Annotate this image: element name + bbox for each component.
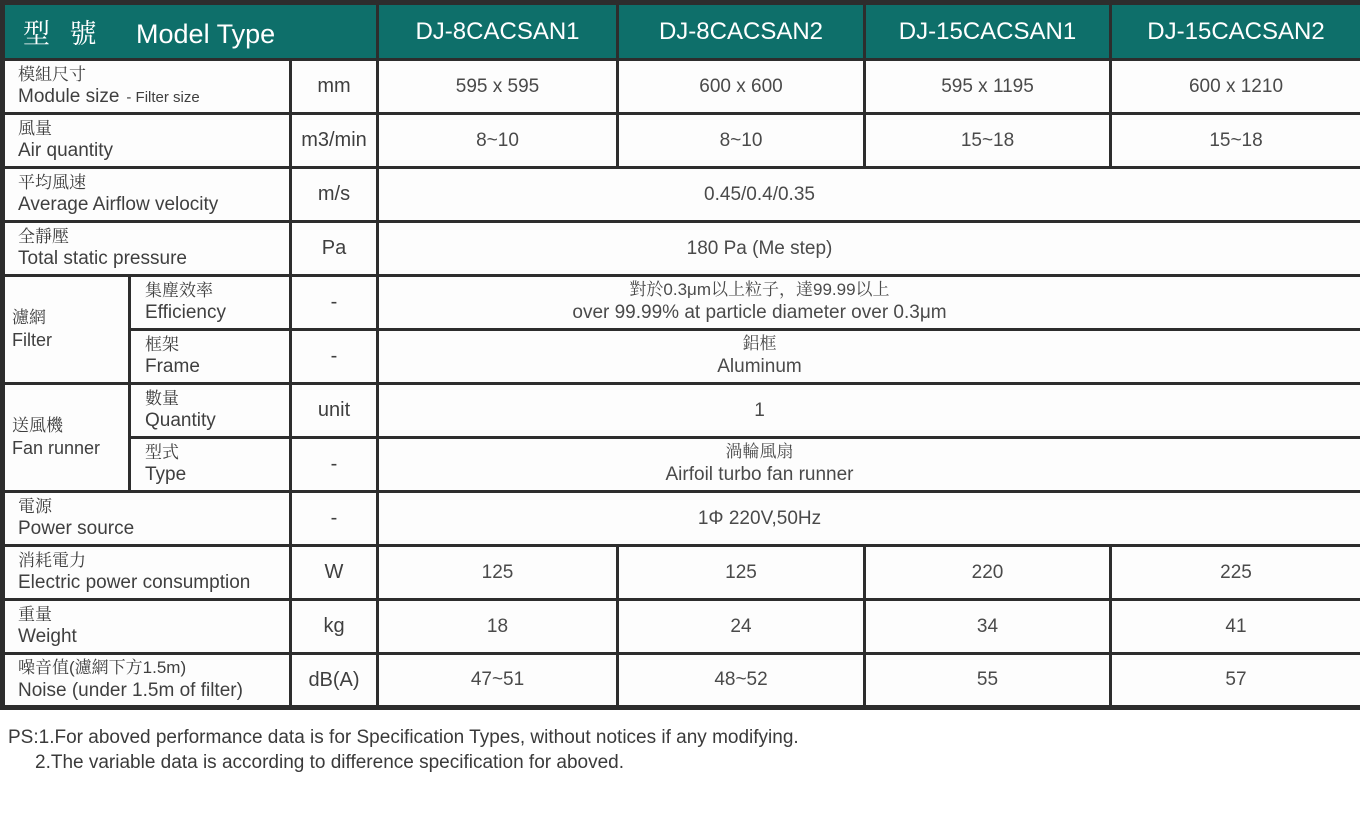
table-row-pressure <box>3 222 1360 276</box>
value-cell: 125 <box>618 546 865 600</box>
value-cell: 600 x 1210 <box>1111 60 1360 114</box>
model-type-label-zh: 型 號 <box>23 19 103 49</box>
row-label-pressure: 全靜壓 Total static pressure <box>3 222 291 276</box>
group-label-fan-runner: 送風機 Fan runner <box>3 384 130 492</box>
table-row-power-consumption <box>3 546 1360 600</box>
unit-cell-efficiency: - <box>291 276 378 330</box>
model-type-label-en: Model Type <box>136 19 276 49</box>
unit-cell-type: - <box>291 438 378 492</box>
value-cell: 595 x 1195 <box>865 60 1111 114</box>
value-cell: 8~10 <box>378 114 618 168</box>
value-cell: 15~18 <box>1111 114 1360 168</box>
row-label-type: 型式 Type <box>130 438 291 492</box>
value-cell-power-source: 1Φ 220V,50Hz <box>378 492 1360 546</box>
table-row-type <box>3 438 1360 492</box>
table-row-frame <box>3 330 1360 384</box>
row-label-weight: 重量 Weight <box>3 600 291 654</box>
value-cell: 595 x 595 <box>378 60 618 114</box>
footnote-1: PS:1.For aboved performance data is for Specification Types, without notices if any modifying. <box>8 727 799 748</box>
table-row-efficiency <box>3 276 1360 330</box>
header-row <box>3 3 1360 60</box>
table-row-weight <box>3 600 1360 654</box>
table-row-quantity <box>3 384 1360 438</box>
unit-cell-frame: - <box>291 330 378 384</box>
table-row-module-size <box>3 60 1360 114</box>
unit-cell-weight: kg <box>291 600 378 654</box>
unit-cell-pressure: Pa <box>291 222 378 276</box>
table-row-power-source <box>3 492 1360 546</box>
unit-cell-velocity: m/s <box>291 168 378 222</box>
row-label-noise: 噪音值(濾網下方1.5m) Noise (under 1.5m of filter) <box>3 654 291 708</box>
value-cell-velocity: 0.45/0.4/0.35 <box>378 168 1360 222</box>
value-cell: 15~18 <box>865 114 1111 168</box>
model-type-header <box>3 3 378 60</box>
row-label-power-consumption: 消耗電力 Electric power consumption <box>3 546 291 600</box>
value-cell-efficiency: 對於0.3μm以上粒子，達99.99以上 over 99.99% at particle diameter over 0.3μm <box>378 276 1360 330</box>
value-cell: 600 x 600 <box>618 60 865 114</box>
value-cell: 125 <box>378 546 618 600</box>
value-cell-pressure: 180 Pa (Me step) <box>378 222 1360 276</box>
unit-cell-air-quantity: m3/min <box>291 114 378 168</box>
model-column-header-2: DJ-8CACSAN2 <box>618 3 865 60</box>
table-row-velocity <box>3 168 1360 222</box>
row-label-frame: 框架 Frame <box>130 330 291 384</box>
model-column-header-3: DJ-15CACSAN1 <box>865 3 1111 60</box>
value-cell: 57 <box>1111 654 1360 708</box>
row-label-power-source: 電源 Power source <box>3 492 291 546</box>
row-label-quantity: 數量 Quantity <box>130 384 291 438</box>
value-cell: 24 <box>618 600 865 654</box>
model-column-header-4: DJ-15CACSAN2 <box>1111 3 1360 60</box>
unit-cell-power-consumption: W <box>291 546 378 600</box>
value-cell: 41 <box>1111 600 1360 654</box>
value-cell-frame: 鋁框 Aluminum <box>378 330 1360 384</box>
value-cell: 225 <box>1111 546 1360 600</box>
unit-cell-module-size: mm <box>291 60 378 114</box>
value-cell: 220 <box>865 546 1111 600</box>
unit-cell-quantity: unit <box>291 384 378 438</box>
row-label-module-size: 模組尺寸 Module size - Filter size <box>3 60 291 114</box>
unit-cell-noise: dB(A) <box>291 654 378 708</box>
row-label-efficiency: 集塵效率 Efficiency <box>130 276 291 330</box>
footnotes <box>0 710 1360 775</box>
value-cell: 55 <box>865 654 1111 708</box>
row-label-air-quantity: 風量 Air quantity <box>3 114 291 168</box>
value-cell: 47~51 <box>378 654 618 708</box>
unit-cell-power-source: - <box>291 492 378 546</box>
value-cell-type: 渦輪風扇 Airfoil turbo fan runner <box>378 438 1360 492</box>
table-row-air-quantity <box>3 114 1360 168</box>
value-cell-quantity: 1 <box>378 384 1360 438</box>
model-column-header-1: DJ-8CACSAN1 <box>378 3 618 60</box>
value-cell: 8~10 <box>618 114 865 168</box>
value-cell: 18 <box>378 600 618 654</box>
group-label-filter: 濾網 Filter <box>3 276 130 384</box>
footnote-2: 2.The variable data is according to difference specification for aboved. <box>35 752 624 774</box>
row-label-velocity: 平均風速 Average Airflow velocity <box>3 168 291 222</box>
value-cell: 34 <box>865 600 1111 654</box>
value-cell: 48~52 <box>618 654 865 708</box>
table-row-noise <box>3 654 1360 708</box>
